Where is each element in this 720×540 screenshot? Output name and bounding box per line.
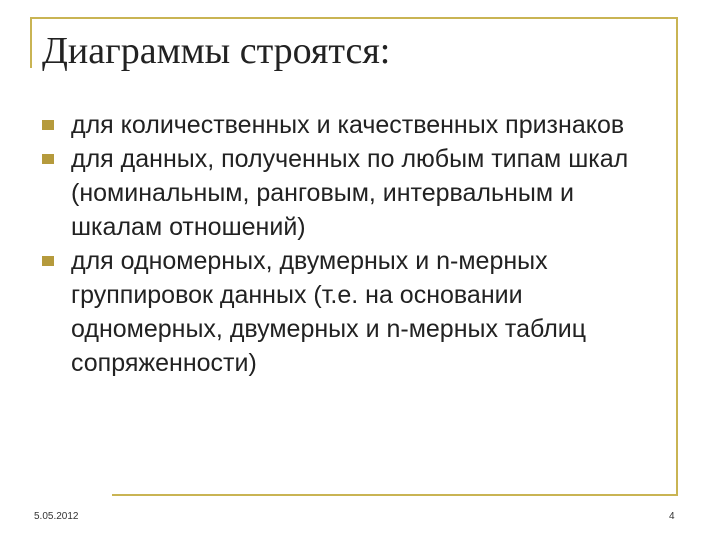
bullet-text: для данных, полученных по любым типам шкал (номинальным, ранговым, интервальным и шкалам отношений) [71, 145, 629, 241]
square-bullet-icon [42, 256, 54, 266]
slide-title: Диаграммы строятся: [42, 30, 391, 72]
frame-left-line [30, 17, 32, 68]
bullet-text: для количественных и качественных признаков [71, 111, 625, 139]
bullet-item [42, 244, 662, 380]
page-number: 4 [669, 511, 675, 522]
bullet-item [42, 108, 662, 142]
bullet-list [42, 108, 662, 380]
square-bullet-icon [42, 120, 54, 130]
frame-top-line [30, 17, 677, 19]
frame-bottom-line [112, 494, 678, 496]
footer-date: 5.05.2012 [34, 511, 79, 522]
bullet-text: для одномерных, двумерных и n-мерных группировок данных (т.е. на основании одномерных, двумерных и n-мерных таблиц сопряженности) [71, 247, 587, 377]
bullet-item [42, 142, 662, 244]
square-bullet-icon [42, 154, 54, 164]
frame-right-line [676, 17, 678, 494]
